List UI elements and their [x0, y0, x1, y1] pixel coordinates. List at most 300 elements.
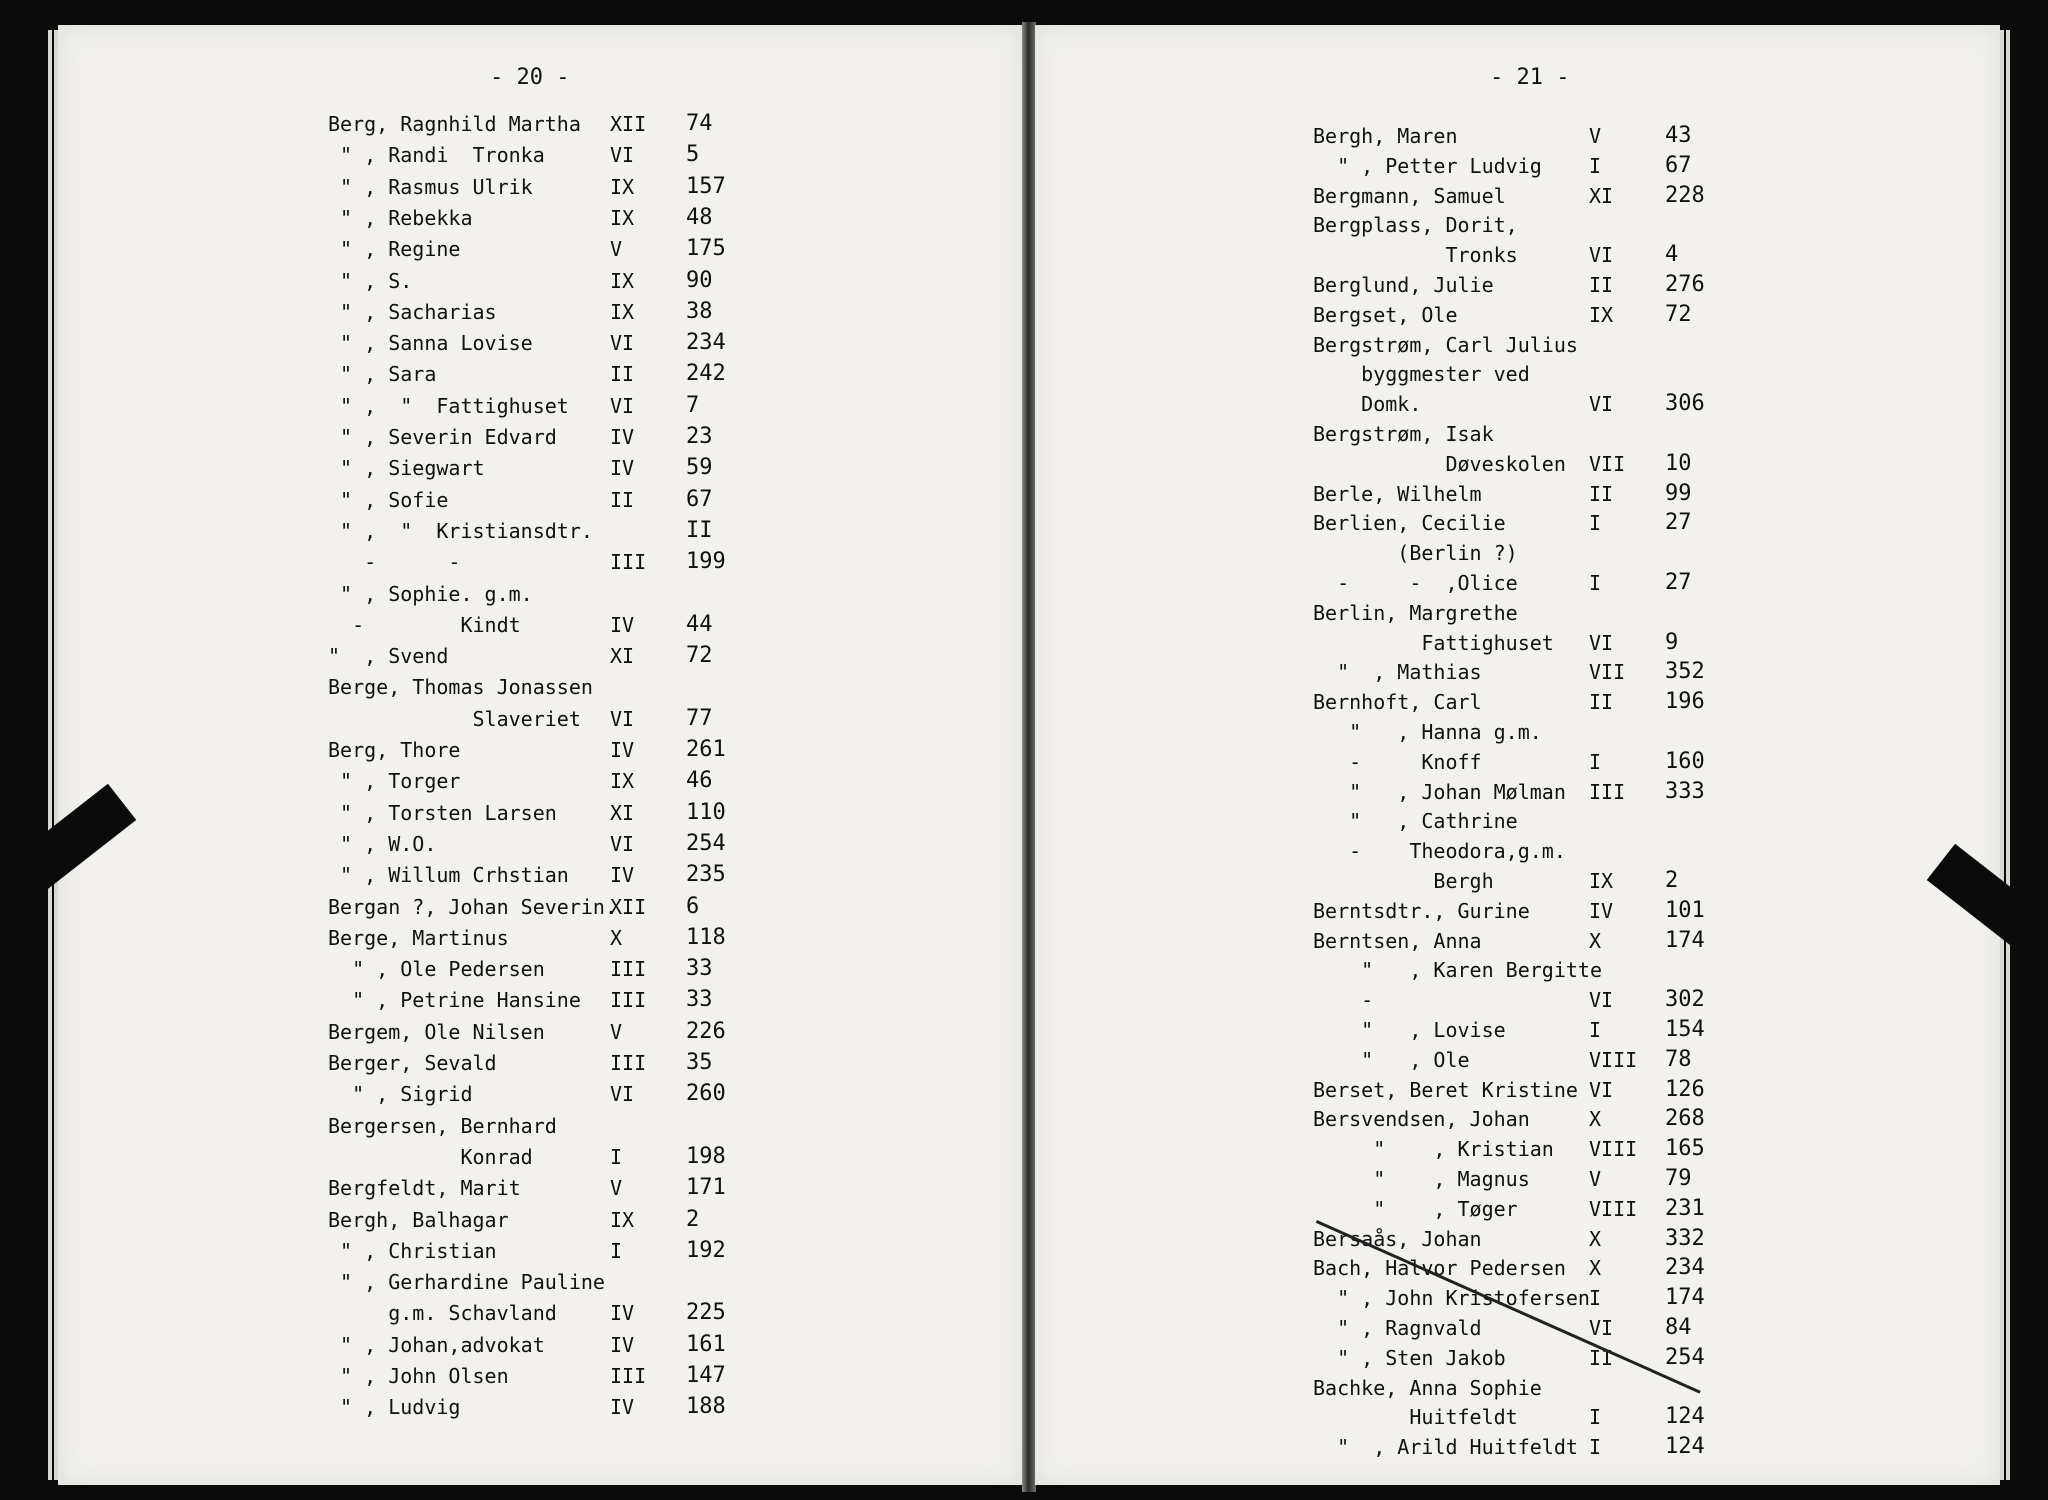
entry-volume: II: [1589, 690, 1614, 715]
entry-volume: XI: [610, 644, 635, 669]
entry-name: Bergstrøm, Isak: [1313, 422, 1494, 446]
entry-page: 110: [686, 799, 726, 825]
entry-volume: VI: [610, 706, 635, 731]
index-entry: [1313, 572, 1973, 596]
index-entry: [328, 645, 988, 669]
entry-name: " , Johan Mølman: [1313, 779, 1566, 804]
index-entry: [328, 799, 988, 826]
entry-page: 48: [686, 204, 713, 230]
index-entry: [1313, 1019, 1973, 1043]
index-entry: [328, 676, 988, 700]
entry-volume: XI: [1589, 183, 1614, 208]
entry-volume: II: [1589, 481, 1614, 506]
entry-name: " , Sigrid: [328, 1082, 473, 1107]
entry-page: 79: [1665, 1166, 1692, 1191]
entry-page: 302: [1665, 987, 1705, 1013]
entry-name: " , Tøger: [1313, 1196, 1518, 1221]
entry-page: 67: [1665, 152, 1692, 178]
index-entry: [328, 332, 988, 356]
entry-page: 234: [686, 330, 726, 356]
index-entry: [328, 144, 988, 168]
entry-page: II: [686, 517, 713, 543]
index-entry: [328, 457, 988, 481]
entry-page: 332: [1665, 1225, 1705, 1251]
entry-name: Berge, Thomas Jonassen: [328, 675, 593, 700]
entry-name: " , Randi Tronka: [328, 143, 545, 168]
index-entry: [328, 705, 988, 732]
entry-volume: XII: [610, 112, 647, 136]
entry-name: Bersvendsen, Johan: [1313, 1107, 1530, 1132]
entry-name: " , Mathias: [1313, 660, 1482, 685]
index-entry: [328, 1365, 988, 1389]
entry-volume: IX: [610, 268, 635, 293]
entry-volume: VII: [1589, 660, 1626, 685]
entry-page: 228: [1665, 182, 1705, 208]
entry-page: 276: [1665, 272, 1705, 297]
entry-volume: IV: [610, 1301, 635, 1326]
entry-volume: VIII: [1589, 1196, 1638, 1221]
entry-name: Døveskolen: [1313, 451, 1566, 476]
entry-page: 74: [686, 111, 713, 136]
entry-page: 43: [1665, 123, 1692, 148]
entry-page: 27: [1665, 570, 1692, 595]
index-entry: [1313, 959, 1973, 983]
entry-volume: III: [1589, 779, 1626, 804]
entry-page: 2: [1665, 868, 1679, 893]
entry-name: Bergplass, Dorit,: [1313, 213, 1518, 238]
entry-volume: VI: [610, 831, 635, 856]
index-entry: [1313, 512, 1973, 536]
index-entry: [1313, 661, 1973, 685]
index-entry: [328, 830, 988, 857]
entry-volume: III: [610, 957, 647, 982]
entry-volume: VI: [1589, 243, 1614, 268]
entry-name: Berlin, Margrethe: [1313, 600, 1518, 625]
entry-page: 260: [686, 1081, 726, 1107]
index-entry: [1313, 778, 1973, 805]
entry-name: Bergh, Balhagar: [328, 1207, 509, 1232]
entry-volume: VI: [1589, 1316, 1614, 1340]
entry-page: 192: [686, 1237, 726, 1263]
entry-name: " , Karen Bergitte: [1313, 958, 1602, 983]
entry-name: Tronks: [1313, 243, 1518, 268]
entry-volume: II: [1589, 1345, 1614, 1370]
entry-name: " , Magnus: [1313, 1167, 1530, 1191]
entry-volume: III: [610, 1051, 647, 1075]
index-entry: [328, 298, 988, 325]
index-entry: [1313, 1046, 1973, 1073]
entry-name: " , Christian: [328, 1238, 497, 1263]
entry-name: " , Torger: [328, 769, 461, 794]
entry-page: 2: [686, 1206, 700, 1232]
entry-volume: V: [1589, 1167, 1602, 1191]
entry-name: " , Gerhardine Pauline: [328, 1270, 605, 1295]
entry-page: 198: [686, 1143, 726, 1169]
index-entry: [1313, 1138, 1973, 1162]
index-entry: [328, 238, 988, 262]
entry-volume: V: [1589, 124, 1602, 148]
entry-volume: I: [610, 1144, 623, 1169]
entry-page: 268: [1665, 1106, 1705, 1132]
entry-name: " , Arild Huitfeldt: [1313, 1435, 1578, 1460]
entry-page: 44: [686, 611, 713, 637]
entry-name: " , Sofie: [328, 487, 449, 512]
entry-page: 174: [1665, 927, 1705, 953]
entry-page: 235: [686, 862, 726, 888]
entry-name: " , Sten Jakob: [1313, 1345, 1506, 1370]
index-entry: [328, 486, 988, 513]
entry-volume: VI: [1589, 1077, 1614, 1102]
index-entry: [328, 267, 988, 294]
entry-page: 175: [686, 236, 726, 262]
entry-name: Berg, Ragnhild Martha: [328, 112, 581, 136]
entry-name: " , Petrine Hansine: [328, 988, 581, 1013]
entry-name: " , Regine: [328, 237, 461, 262]
index-entry: [1313, 721, 1973, 745]
entry-volume: X: [1589, 1226, 1602, 1251]
entry-page: 254: [1665, 1344, 1705, 1370]
entry-name: Berntsdtr., Gurine: [1313, 898, 1530, 923]
index-entry: [1313, 274, 1973, 298]
index-entry: [1313, 870, 1973, 894]
index-entry: [1313, 897, 1973, 924]
index-entry: [328, 426, 988, 450]
entry-page: 72: [1665, 301, 1692, 327]
entry-volume: V: [610, 1176, 623, 1201]
entry-name: - Knoff: [1313, 749, 1482, 774]
entry-volume: I: [1589, 1018, 1602, 1042]
index-entry: [1313, 1168, 1973, 1192]
entry-volume: III: [610, 550, 647, 575]
index-entry: [328, 1331, 988, 1358]
entry-name: - Kindt: [328, 612, 521, 637]
index-entry: [328, 1237, 988, 1264]
entry-name: " , " Fattighuset: [328, 393, 569, 418]
index-entry: [328, 864, 988, 888]
entry-name: - Theodora,g.m.: [1313, 839, 1566, 864]
index-entry: [328, 1302, 988, 1326]
index-entry: [328, 1177, 988, 1201]
entry-volume: VI: [1589, 988, 1614, 1013]
entry-name: Bergh, Maren: [1313, 124, 1458, 148]
entry-name: " , Kristian: [1313, 1137, 1554, 1162]
entry-page: 9: [1665, 629, 1679, 655]
entry-page: 72: [686, 643, 713, 669]
entry-name: " , John Kristofersen: [1313, 1286, 1590, 1311]
entry-name: Bergersen, Bernhard: [328, 1113, 557, 1138]
index-entry: [1313, 393, 1973, 417]
entry-name: " , Cathrine: [1313, 809, 1518, 834]
index-entry: [1313, 1257, 1973, 1281]
entry-name: " , John Olsen: [328, 1364, 509, 1388]
entry-name: " , S.: [328, 268, 413, 293]
entry-name: Slaveriet: [328, 706, 581, 731]
index-entry: [328, 517, 988, 544]
entry-page: 234: [1665, 1255, 1705, 1281]
entry-volume: I: [1589, 1435, 1602, 1460]
index-entry: [1313, 927, 1973, 954]
entry-name: (Berlin ?): [1313, 541, 1518, 566]
entry-name: " , Ragnvald: [1313, 1316, 1482, 1340]
entry-page: 199: [686, 549, 726, 575]
entry-name: " , " Kristiansdtr.: [328, 518, 593, 543]
index-entry: [328, 1018, 988, 1045]
entry-volume: XII: [610, 894, 647, 919]
entry-name: -: [1313, 988, 1374, 1013]
index-entry: [328, 1083, 988, 1107]
entry-volume: IX: [1589, 302, 1614, 327]
entry-name: Berger, Sevald: [328, 1051, 497, 1075]
entry-name: " , Sanna Lovise: [328, 331, 533, 356]
index-entry: [328, 583, 988, 607]
index-entry: [328, 1115, 988, 1139]
index-entry: [328, 363, 988, 387]
index-entry: [1313, 214, 1973, 238]
index-entry: [1313, 1317, 1973, 1341]
entry-page: 226: [686, 1018, 726, 1044]
entry-volume: IX: [610, 174, 635, 199]
entry-name: " , Petter Ludvig: [1313, 153, 1542, 178]
entry-volume: XI: [610, 800, 635, 825]
entry-volume: IV: [1589, 898, 1614, 923]
index-entry: [1313, 1287, 1973, 1311]
index-entry: [328, 1052, 988, 1076]
entry-page: 188: [686, 1394, 726, 1420]
entry-name: Konrad: [328, 1144, 533, 1169]
entry-name: " , W.O.: [328, 831, 437, 856]
index-entry: [1313, 244, 1973, 268]
entry-volume: IX: [610, 769, 635, 794]
index-entry: [328, 551, 988, 575]
entry-name: " , Svend: [328, 644, 449, 669]
entry-name: Bergmann, Samuel: [1313, 183, 1506, 208]
entry-page: 4: [1665, 242, 1679, 268]
index-entry: [1313, 840, 1973, 864]
index-entry: [328, 1206, 988, 1233]
entry-volume: I: [610, 1238, 623, 1263]
page-number-right: - 21 -: [1490, 65, 1570, 90]
entry-volume: IX: [610, 205, 635, 230]
entry-name: Berle, Wilhelm: [1313, 481, 1482, 506]
entry-page: 5: [686, 142, 700, 168]
entry-name: " , Ludvig: [328, 1395, 461, 1420]
entry-name: Domk.: [1313, 392, 1422, 417]
index-entry: [1313, 748, 1973, 775]
entry-volume: IV: [610, 425, 635, 449]
entry-page: 77: [686, 705, 713, 731]
entry-page: 174: [1665, 1285, 1705, 1311]
book-gutter: [1022, 22, 1036, 1492]
index-entry: [1313, 1076, 1973, 1103]
entry-page: 165: [1665, 1136, 1705, 1162]
entry-name: " , Torsten Larsen: [328, 800, 557, 825]
entry-volume: V: [610, 1019, 623, 1044]
entry-page: 231: [1665, 1195, 1705, 1221]
entry-page: 7: [686, 392, 700, 418]
index-entry: [1313, 691, 1973, 715]
index-entry: [328, 204, 988, 231]
index-entry: [1313, 602, 1973, 626]
entry-name: Huitfeldt: [1313, 1405, 1518, 1430]
index-entry: [328, 989, 988, 1013]
entry-page: 124: [1665, 1434, 1705, 1460]
entry-volume: I: [1589, 1405, 1602, 1430]
entry-name: " , Hanna g.m.: [1313, 720, 1542, 744]
entry-volume: II: [610, 362, 635, 387]
entry-volume: X: [1589, 928, 1602, 953]
index-entry: [1313, 1195, 1973, 1222]
entry-page: 352: [1665, 659, 1705, 685]
entry-volume: IX: [1589, 869, 1614, 893]
entry-name: Bergan ?, Johan Severin.: [328, 894, 617, 919]
index-entry: [328, 770, 988, 794]
entry-name: " , Lovise: [1313, 1018, 1506, 1042]
index-entry: [328, 924, 988, 951]
entry-volume: III: [610, 1364, 647, 1388]
index-entry: [1313, 125, 1973, 149]
entry-volume: X: [1589, 1256, 1602, 1281]
entry-page: 101: [1665, 897, 1705, 923]
entry-page: 38: [686, 298, 713, 324]
entry-name: " , Sacharias: [328, 299, 497, 324]
entry-page: 147: [686, 1363, 726, 1388]
entry-page: 6: [686, 893, 700, 919]
entry-volume: I: [1589, 571, 1602, 595]
entry-page: 46: [686, 768, 713, 794]
entry-volume: IX: [610, 299, 635, 324]
entry-name: Berg, Thore: [328, 738, 461, 762]
entry-name: Berlien, Cecilie: [1313, 511, 1506, 536]
entry-page: 333: [1665, 778, 1705, 804]
entry-volume: VI: [610, 331, 635, 356]
entry-page: 157: [686, 173, 726, 199]
index-entry: [1313, 810, 1973, 834]
entry-volume: II: [610, 487, 635, 512]
entry-page: 126: [1665, 1076, 1705, 1102]
entry-name: Berntsen, Anna: [1313, 928, 1482, 953]
entry-page: 306: [1665, 391, 1705, 417]
entry-page: 154: [1665, 1017, 1705, 1042]
entry-page: 35: [686, 1050, 713, 1075]
entry-name: Bachke, Anna Sophie: [1313, 1375, 1542, 1400]
entry-page: 99: [1665, 480, 1692, 506]
entry-page: 261: [686, 737, 726, 762]
entry-page: 90: [686, 267, 713, 293]
entry-page: 84: [1665, 1315, 1692, 1340]
entry-page: 10: [1665, 450, 1692, 476]
entry-volume: VII: [1589, 451, 1626, 476]
entry-volume: I: [1589, 749, 1602, 774]
entry-name: " , Willum Crhstian: [328, 863, 569, 888]
entry-name: " , Siegwart: [328, 456, 485, 481]
entry-page: 171: [686, 1175, 726, 1201]
entry-name: Bach, Halvor Pedersen: [1313, 1256, 1566, 1281]
index-entry: [1313, 480, 1973, 507]
entry-page: 196: [1665, 689, 1705, 715]
entry-name: " , Johan,advokat: [328, 1332, 545, 1357]
entry-volume: VI: [1589, 630, 1614, 655]
entry-page: 160: [1665, 748, 1705, 774]
index-entry: [1313, 1377, 1973, 1401]
entry-volume: V: [610, 237, 623, 262]
index-entry: [328, 611, 988, 638]
index-entry: [328, 113, 988, 137]
index-entry: [1313, 989, 1973, 1013]
entry-volume: VI: [610, 1082, 635, 1107]
index-entry: [1313, 450, 1973, 477]
index-entry: [1313, 1225, 1973, 1252]
entry-name: g.m. Schavland: [328, 1301, 557, 1326]
entry-name: - - ,Olice: [1313, 571, 1518, 595]
left-page: [58, 25, 1023, 1485]
index-entry: [1313, 1436, 1973, 1460]
entry-volume: I: [1589, 1286, 1602, 1311]
entry-volume: VIII: [1589, 1047, 1638, 1072]
entry-name: Bergh: [1313, 869, 1494, 893]
page-number-left: - 20 -: [490, 65, 570, 90]
index-entry: [1313, 182, 1973, 209]
entry-page: 33: [686, 987, 713, 1013]
entry-page: 254: [686, 830, 726, 856]
entry-volume: II: [1589, 273, 1614, 297]
entry-volume: IV: [610, 1395, 635, 1420]
entry-name: " , Ole: [1313, 1047, 1470, 1072]
entry-volume: IX: [610, 1207, 635, 1232]
entry-name: Bergem, Ole Nilsen: [328, 1019, 545, 1044]
entry-volume: VIII: [1589, 1137, 1638, 1162]
index-entry: [328, 173, 988, 200]
entry-volume: X: [610, 925, 623, 950]
index-entry: [1313, 334, 1973, 358]
entry-name: Berglund, Julie: [1313, 273, 1494, 297]
entry-volume: IV: [610, 456, 635, 481]
entry-page: 242: [686, 361, 726, 387]
index-entry: [328, 958, 988, 982]
entry-page: 225: [686, 1300, 726, 1326]
index-entry: [1313, 363, 1973, 387]
entry-name: Bergset, Ole: [1313, 302, 1458, 327]
entry-volume: IV: [610, 863, 635, 888]
index-entry: [328, 1143, 988, 1170]
entry-name: Fattighuset: [1313, 630, 1554, 655]
index-entry: [328, 1271, 988, 1295]
entry-name: Berset, Beret Kristine: [1313, 1077, 1578, 1102]
entry-volume: VI: [1589, 392, 1614, 417]
entry-name: Bernhoft, Carl: [1313, 690, 1482, 715]
binder-clip-left: [0, 784, 136, 913]
index-entry: [328, 893, 988, 920]
entry-page: 118: [686, 924, 726, 950]
right-page: [1035, 25, 2000, 1485]
entry-name: " , Severin Edvard: [328, 425, 557, 449]
entry-volume: X: [1589, 1107, 1602, 1132]
entry-name: - -: [328, 550, 461, 575]
entry-page: 67: [686, 486, 713, 512]
entry-volume: VI: [610, 143, 635, 168]
entry-volume: IV: [610, 738, 635, 762]
entry-name: Bergstrøm, Carl Julius: [1313, 332, 1578, 357]
entry-page: 78: [1665, 1046, 1692, 1072]
index-entry: [1313, 1406, 1973, 1430]
index-entry: [1313, 629, 1973, 656]
index-entry: [1313, 301, 1973, 328]
entry-name: byggmester ved: [1313, 362, 1530, 387]
entry-volume: IV: [610, 612, 635, 637]
entry-name: " , Sara: [328, 362, 437, 387]
entry-volume: I: [1589, 511, 1602, 536]
entry-page: 124: [1665, 1404, 1705, 1430]
entry-name: Berge, Martinus: [328, 925, 509, 950]
